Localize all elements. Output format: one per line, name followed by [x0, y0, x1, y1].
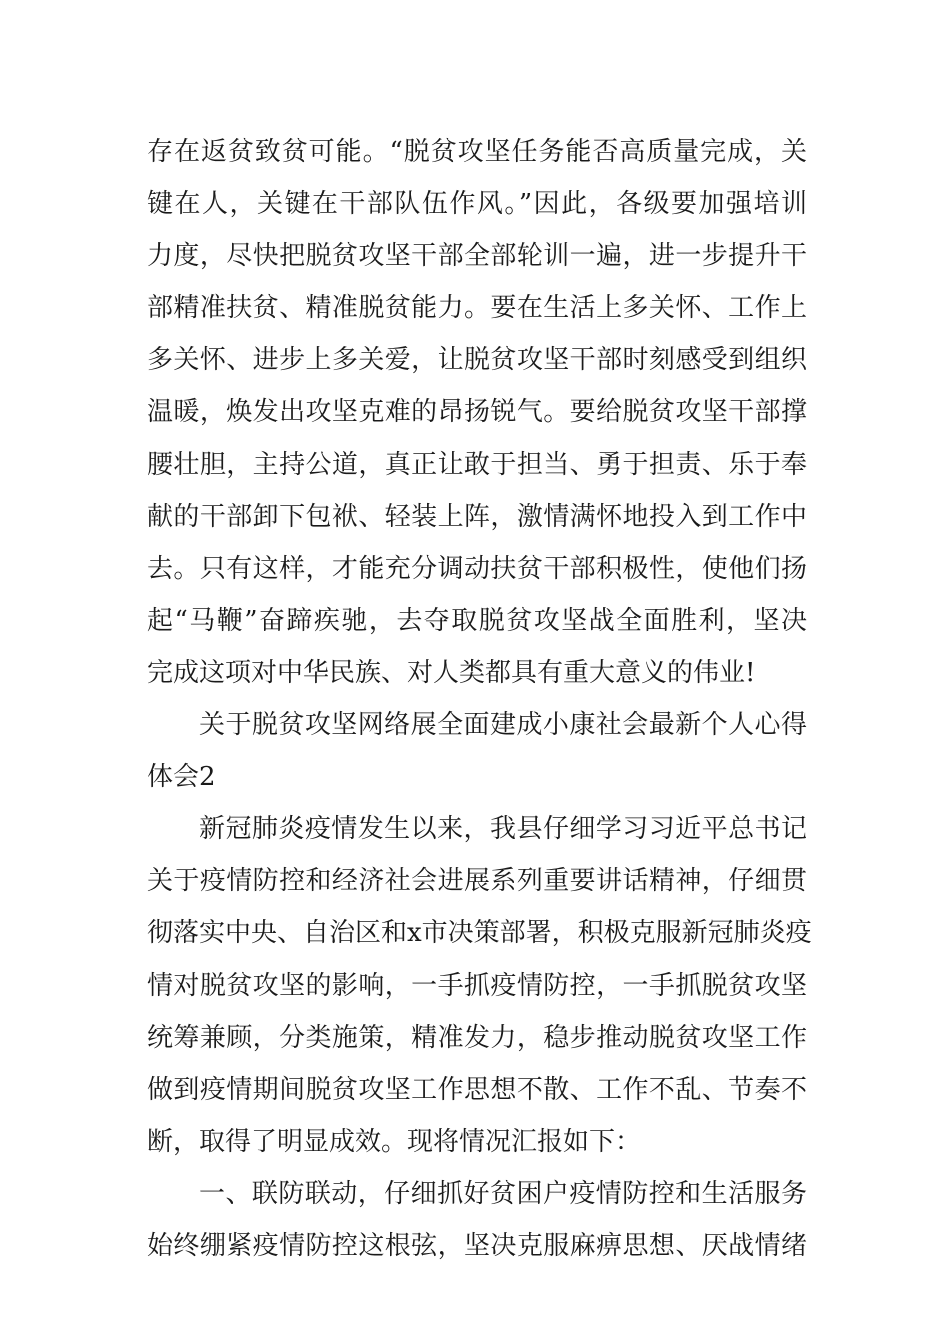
text-line: 彻落实中央、自治区和x市决策部署，积极克服新冠肺炎疫 — [147, 918, 812, 949]
text-line: 多关怀、进步上多关爱，让脱贫攻坚干部时刻感受到组织 — [147, 345, 807, 376]
text-line: 存在返贫致贫可能。“脱贫攻坚任务能否高质量完成，关 — [147, 137, 807, 167]
section-title-line: 关于脱贫攻坚网络展全面建成小康社会最新个人心得 — [199, 710, 807, 741]
text-line: 力度，尽快把脱贫攻坚干部全部轮训一遍，进一步提升干 — [147, 241, 807, 272]
section-title-line: 体会2 — [147, 762, 216, 793]
text-line: 起“马鞭”奋蹄疾驰，去夺取脱贫攻坚战全面胜利，坚决 — [147, 605, 807, 636]
text-line: 献的干部卸下包袱、轻装上阵，激情满怀地投入到工作中 — [147, 501, 807, 532]
text-line: 新冠肺炎疫情发生以来，我县仔细学习习近平总书记 — [199, 814, 807, 845]
text-line: 情对脱贫攻坚的影响，一手抓疫情防控，一手抓脱贫攻坚 — [147, 970, 807, 1001]
text-line: 统筹兼顾，分类施策，精准发力，稳步推动脱贫攻坚工作 — [147, 1022, 807, 1053]
text-line: 键在人，关键在干部队伍作风。”因此，各级要加强培训 — [147, 189, 807, 220]
text-line: 去。只有这样，才能充分调动扶贫干部积极性，使他们扬 — [147, 553, 807, 584]
text-line: 完成这项对中华民族、对人类都具有重大意义的伟业! — [147, 657, 756, 688]
text-line: 温暖，焕发出攻坚克难的昂扬锐气。要给脱贫攻坚干部撑 — [147, 397, 807, 428]
text-line: 始终绷紧疫情防控这根弦，坚决克服麻痹思想、厌战情绪 — [147, 1230, 807, 1261]
document-body — [147, 126, 812, 1272]
heading-line: 一、联防联动，仔细抓好贫困户疫情防控和生活服务 — [199, 1178, 807, 1209]
text-line: 部精准扶贫、精准脱贫能力。要在生活上多关怀、工作上 — [147, 293, 807, 324]
text-line: 腰壮胆，主持公道，真正让敢于担当、勇于担责、乐于奉 — [147, 449, 807, 480]
text-line: 断，取得了明显成效。现将情况汇报如下： — [147, 1126, 642, 1157]
text-line: 关于疫情防控和经济社会进展系列重要讲话精神，仔细贯 — [147, 866, 807, 897]
text-line: 做到疫情期间脱贫攻坚工作思想不散、工作不乱、节奏不 — [147, 1074, 807, 1105]
